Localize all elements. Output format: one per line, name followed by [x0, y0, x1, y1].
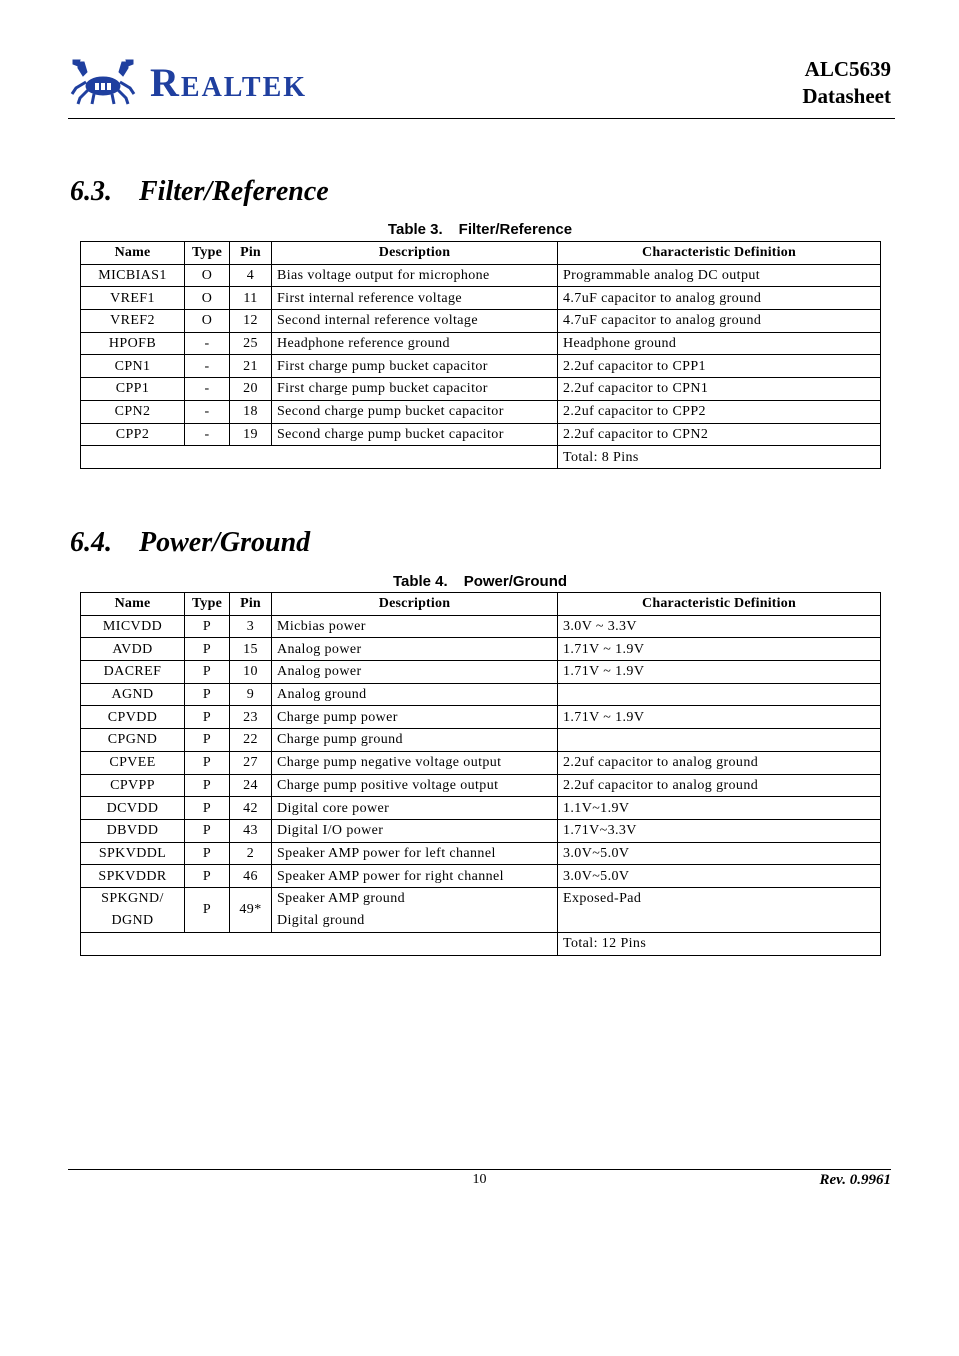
- pin-name: HPOFB: [81, 332, 185, 355]
- pin-description: Charge pump ground: [272, 729, 558, 752]
- pin-name: CPGND: [81, 729, 185, 752]
- pin-type: P: [185, 797, 230, 820]
- table-row-spkgnd-dgnd: [81, 887, 881, 932]
- pin-description: Speaker AMP power for left channel: [272, 842, 558, 865]
- total-pins: Total: 12 Pins: [558, 932, 881, 955]
- column-header-type: Type: [185, 593, 230, 616]
- pin-type: O: [185, 310, 230, 333]
- pin-number: 3: [230, 615, 272, 638]
- column-header-type: Type: [185, 242, 230, 265]
- pin-type: P: [185, 615, 230, 638]
- pin-definition: Headphone ground: [558, 332, 881, 355]
- table-total-row: [81, 932, 881, 955]
- pin-definition: 1.71V ~ 1.9V: [558, 638, 881, 661]
- pin-name: MICBIAS1: [81, 264, 185, 287]
- pin-number: 27: [230, 751, 272, 774]
- pin-name: SPKVDDR: [81, 865, 185, 888]
- pin-definition: 1.71V ~ 1.9V: [558, 661, 881, 684]
- table-row: [81, 264, 881, 287]
- pin-type: P: [185, 729, 230, 752]
- pin-description: Analog power: [272, 638, 558, 661]
- pin-description: Digital core power: [272, 797, 558, 820]
- pin-type: P: [185, 706, 230, 729]
- section-heading-filter-reference: [70, 175, 329, 209]
- pin-name: CPVDD: [81, 706, 185, 729]
- column-header-pin: Pin: [230, 593, 272, 616]
- pin-description: Charge pump positive voltage output: [272, 774, 558, 797]
- pin-number: 46: [230, 865, 272, 888]
- caption-label: Table 4.: [392, 573, 448, 590]
- pin-type: O: [185, 264, 230, 287]
- total-spacer-cell: [81, 932, 558, 955]
- pin-definition: 1.71V ~ 1.9V: [558, 706, 881, 729]
- pin-number: 20: [230, 378, 272, 401]
- pin-description: Micbias power: [272, 615, 558, 638]
- filter-reference-table: [80, 241, 881, 469]
- pin-type: P: [185, 774, 230, 797]
- table-row: [81, 774, 881, 797]
- table-row: [81, 423, 881, 446]
- pin-definition: 3.0V ~ 3.3V: [558, 615, 881, 638]
- product-name: ALC5639: [804, 57, 891, 81]
- pin-type: P: [185, 819, 230, 842]
- pin-name-line: SPKGND/: [101, 890, 164, 906]
- total-spacer-cell: [81, 446, 558, 469]
- realtek-crab-logo: [70, 58, 136, 108]
- revision-label: Rev. 0.9961: [819, 1172, 891, 1188]
- pin-name: AVDD: [81, 638, 185, 661]
- header-divider: [68, 118, 895, 119]
- pin-number: 21: [230, 355, 272, 378]
- column-header-definition: Characteristic Definition: [558, 242, 881, 265]
- pin-name: DBVDD: [81, 819, 185, 842]
- table-caption-power: [80, 573, 880, 591]
- pin-definition: 2.2uf capacitor to CPN1: [558, 378, 881, 401]
- pin-number: 23: [230, 706, 272, 729]
- document-header: [802, 56, 891, 110]
- description-line: Speaker AMP ground: [277, 890, 406, 906]
- pin-definition: 3.0V~5.0V: [558, 842, 881, 865]
- pin-description: Charge pump power: [272, 706, 558, 729]
- table-row: [81, 706, 881, 729]
- pin-name: DCVDD: [81, 797, 185, 820]
- pin-type: P: [185, 683, 230, 706]
- pin-definition: 4.7uF capacitor to analog ground: [558, 310, 881, 333]
- pin-description: Bias voltage output for microphone: [272, 264, 558, 287]
- table-row: [81, 400, 881, 423]
- pin-definition: 1.71V~3.3V: [558, 819, 881, 842]
- pin-definition: Exposed-Pad: [558, 887, 881, 932]
- table-row: [81, 332, 881, 355]
- pin-number: 19: [230, 423, 272, 446]
- pin-type: O: [185, 287, 230, 310]
- pin-name: CPN2: [81, 400, 185, 423]
- pin-description: Second charge pump bucket capacitor: [272, 423, 558, 446]
- pin-type: -: [185, 423, 230, 446]
- table-row: [81, 615, 881, 638]
- section-number: 6.4.: [70, 527, 112, 558]
- pin-definition: 2.2uf capacitor to CPN2: [558, 423, 881, 446]
- pin-type: P: [185, 842, 230, 865]
- table-row: [81, 797, 881, 820]
- pin-description: Digital I/O power: [272, 819, 558, 842]
- pin-description: Speaker AMP power for right channel: [272, 865, 558, 888]
- pin-name: CPVPP: [81, 774, 185, 797]
- pin-number: 4: [230, 264, 272, 287]
- pin-number: 9: [230, 683, 272, 706]
- pin-number: 22: [230, 729, 272, 752]
- pin-definition: 2.2uf capacitor to CPP2: [558, 400, 881, 423]
- table-header-row: [81, 242, 881, 265]
- pin-number: 15: [230, 638, 272, 661]
- pin-name: CPP2: [81, 423, 185, 446]
- section-title: Power/Ground: [139, 527, 311, 558]
- table-row: [81, 865, 881, 888]
- table-total-row: [81, 446, 881, 469]
- pin-definition: 2.2uf capacitor to analog ground: [558, 751, 881, 774]
- pin-type: P: [185, 751, 230, 774]
- pin-number: 12: [230, 310, 272, 333]
- pin-type: -: [185, 378, 230, 401]
- pin-definition: 2.2uf capacitor to CPP1: [558, 355, 881, 378]
- pin-type: P: [185, 661, 230, 684]
- pin-name: CPP1: [81, 378, 185, 401]
- column-header-definition: Characteristic Definition: [558, 593, 881, 616]
- pin-type: P: [185, 865, 230, 888]
- pin-name: AGND: [81, 683, 185, 706]
- pin-definition: 4.7uF capacitor to analog ground: [558, 287, 881, 310]
- pin-type: P: [185, 638, 230, 661]
- section-heading-power-ground: [70, 526, 310, 560]
- pin-number: 49*: [230, 887, 272, 932]
- pin-name: VREF2: [81, 310, 185, 333]
- column-header-description: Description: [272, 593, 558, 616]
- pin-description: [272, 887, 558, 932]
- pin-description: First charge pump bucket capacitor: [272, 355, 558, 378]
- pin-number: 11: [230, 287, 272, 310]
- pin-name: CPVEE: [81, 751, 185, 774]
- column-header-pin: Pin: [230, 242, 272, 265]
- pin-type: -: [185, 355, 230, 378]
- total-pins: Total: 8 Pins: [558, 446, 881, 469]
- pin-definition: 3.0V~5.0V: [558, 865, 881, 888]
- pin-description: Second internal reference voltage: [272, 310, 558, 333]
- pin-name-line: DGND: [111, 912, 154, 928]
- pin-definition: 2.2uf capacitor to analog ground: [558, 774, 881, 797]
- table-header-row: [81, 593, 881, 616]
- pin-type: -: [185, 332, 230, 355]
- pin-name: VREF1: [81, 287, 185, 310]
- pin-number: 25: [230, 332, 272, 355]
- caption-title: Filter/Reference: [458, 221, 573, 238]
- pin-number: 2: [230, 842, 272, 865]
- table-row: [81, 683, 881, 706]
- pin-number: 10: [230, 661, 272, 684]
- footer-divider: [68, 1169, 891, 1170]
- column-header-name: Name: [81, 593, 185, 616]
- table-row: [81, 310, 881, 333]
- brand-wordmark: Realtek: [150, 60, 308, 105]
- pin-number: 42: [230, 797, 272, 820]
- document-type: Datasheet: [802, 84, 891, 108]
- pin-definition: [558, 729, 881, 752]
- pin-name: DACREF: [81, 661, 185, 684]
- column-header-name: Name: [81, 242, 185, 265]
- table-row: [81, 842, 881, 865]
- table-row: [81, 751, 881, 774]
- table-row: [81, 378, 881, 401]
- pin-type: -: [185, 400, 230, 423]
- caption-label: Table 3.: [387, 221, 443, 238]
- pin-name: CPN1: [81, 355, 185, 378]
- column-header-description: Description: [272, 242, 558, 265]
- page-number: 10: [472, 1172, 487, 1187]
- pin-number: 18: [230, 400, 272, 423]
- caption-title: Power/Ground: [463, 573, 568, 590]
- description-line: Digital ground: [277, 912, 365, 928]
- table-row: [81, 355, 881, 378]
- table-row: [81, 287, 881, 310]
- pin-name: [81, 887, 185, 932]
- table-row: [81, 819, 881, 842]
- pin-number: 43: [230, 819, 272, 842]
- table-row: [81, 638, 881, 661]
- power-ground-table: [80, 592, 881, 956]
- pin-description: Headphone reference ground: [272, 332, 558, 355]
- pin-number: 24: [230, 774, 272, 797]
- pin-description: Charge pump negative voltage output: [272, 751, 558, 774]
- pin-description: First internal reference voltage: [272, 287, 558, 310]
- pin-description: First charge pump bucket capacitor: [272, 378, 558, 401]
- pin-definition: Programmable analog DC output: [558, 264, 881, 287]
- pin-name: SPKVDDL: [81, 842, 185, 865]
- table-caption-filter: [80, 221, 880, 239]
- section-title: Filter/Reference: [139, 176, 329, 207]
- section-number: 6.3.: [70, 176, 112, 207]
- pin-definition: 1.1V~1.9V: [558, 797, 881, 820]
- pin-definition: [558, 683, 881, 706]
- pin-description: Analog ground: [272, 683, 558, 706]
- table-row: [81, 729, 881, 752]
- pin-name: MICVDD: [81, 615, 185, 638]
- pin-description: Second charge pump bucket capacitor: [272, 400, 558, 423]
- pin-description: Analog power: [272, 661, 558, 684]
- table-row: [81, 661, 881, 684]
- pin-type: P: [185, 887, 230, 932]
